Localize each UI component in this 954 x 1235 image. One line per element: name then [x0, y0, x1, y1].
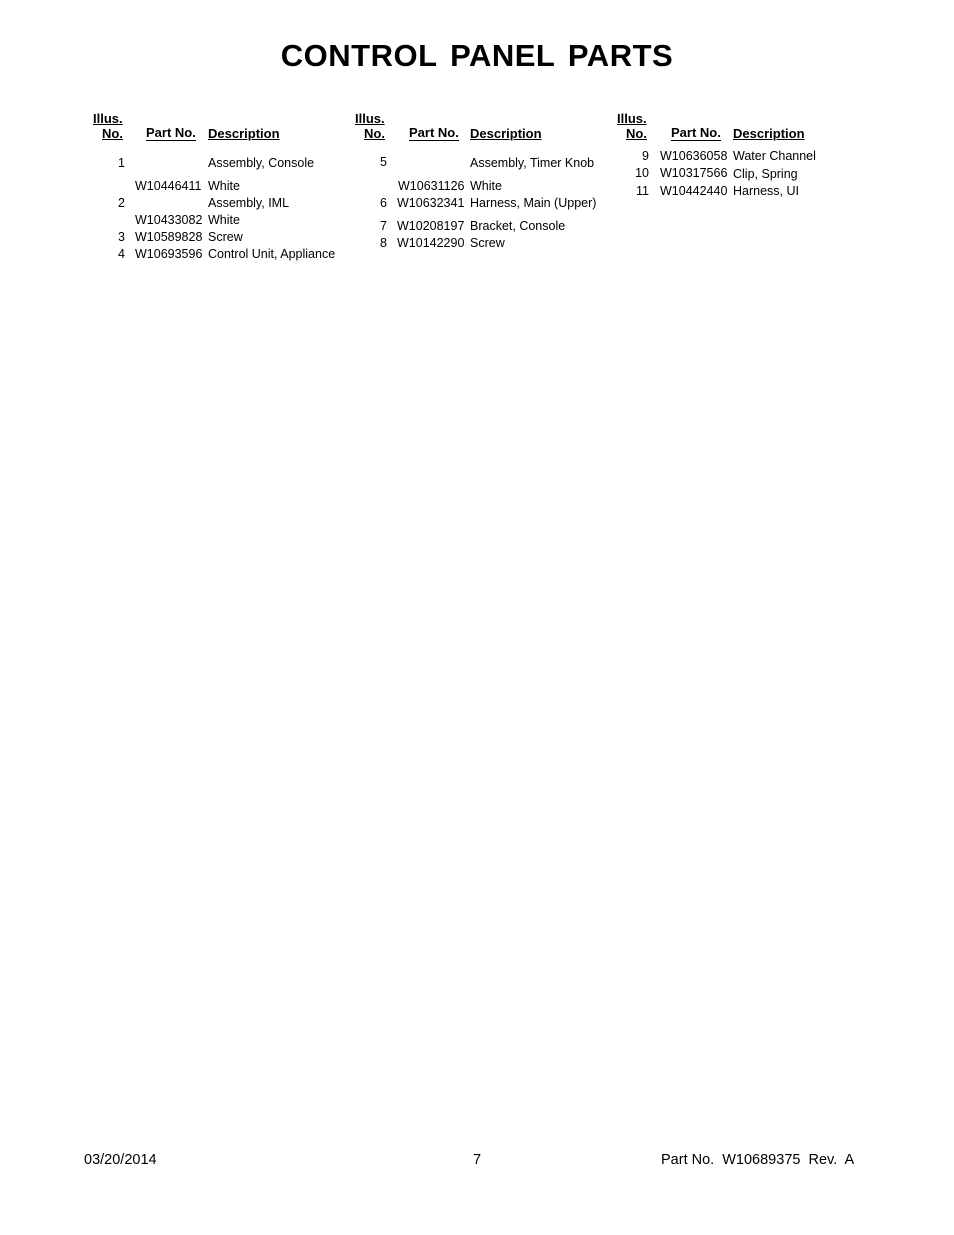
part-number: W10589828	[135, 230, 203, 244]
illus-number: 5	[380, 155, 387, 169]
footer-page-number: 7	[473, 1152, 482, 1168]
part-description: Harness, UI	[733, 184, 799, 198]
header-illus: Illus.	[617, 111, 647, 126]
header-illus: Illus.	[355, 111, 385, 126]
header-part-no: Part No.	[146, 125, 196, 140]
illus-number: 10	[635, 166, 649, 180]
part-description: Screw	[470, 236, 505, 250]
part-description: White	[208, 213, 240, 227]
part-description: Control Unit, Appliance	[208, 247, 336, 261]
part-number: W10317566	[660, 166, 728, 180]
part-number: W10142290	[397, 236, 465, 250]
illus-number: 3	[118, 230, 125, 244]
part-description: Water Channel	[733, 149, 816, 163]
part-description: Harness, Main (Upper)	[470, 196, 597, 210]
header-no: No.	[626, 126, 647, 141]
illus-number: 9	[642, 149, 649, 163]
illus-number: 8	[380, 236, 387, 250]
part-number: W10433082	[135, 213, 203, 227]
footer-part-info: Part No. W10689375 Rev. A	[661, 1152, 855, 1168]
footer-date: 03/20/2014	[84, 1152, 157, 1168]
illus-number: 4	[118, 247, 125, 261]
illus-number: 1	[118, 156, 125, 170]
part-number: W10442440	[660, 184, 728, 198]
part-description: White	[208, 179, 240, 193]
header-description: Description	[733, 126, 805, 141]
page-title: CONTROL PANEL PARTS	[280, 38, 674, 73]
illus-number: 11	[636, 184, 649, 198]
header-no: No.	[102, 126, 123, 141]
part-description: Assembly, IML	[208, 196, 290, 210]
header-description: Description	[208, 126, 280, 141]
part-description: Screw	[208, 230, 243, 244]
part-description: Clip, Spring	[733, 167, 798, 181]
illus-number: 6	[380, 196, 387, 210]
header-no: No.	[364, 126, 385, 141]
parts-column-3	[612, 111, 862, 281]
part-number: W10693596	[135, 247, 203, 261]
part-description: Assembly, Timer Knob	[470, 156, 595, 170]
part-number: W10636058	[660, 149, 728, 163]
header-part-no: Part No.	[671, 125, 721, 140]
part-number: W10208197	[397, 219, 465, 233]
part-number: W10632341	[397, 196, 465, 210]
header-part-no: Part No.	[409, 125, 459, 140]
parts-column-2	[350, 111, 600, 281]
part-description: Assembly, Console	[208, 156, 315, 170]
illus-number: 2	[118, 196, 125, 210]
part-description: White	[470, 179, 502, 193]
header-illus: Illus.	[93, 111, 123, 126]
illus-number: 7	[380, 219, 387, 233]
part-number: W10446411	[135, 179, 202, 193]
parts-column-1	[88, 111, 338, 281]
part-description: Bracket, Console	[470, 219, 566, 233]
header-description: Description	[470, 126, 542, 141]
part-number: W10631126	[398, 179, 465, 193]
